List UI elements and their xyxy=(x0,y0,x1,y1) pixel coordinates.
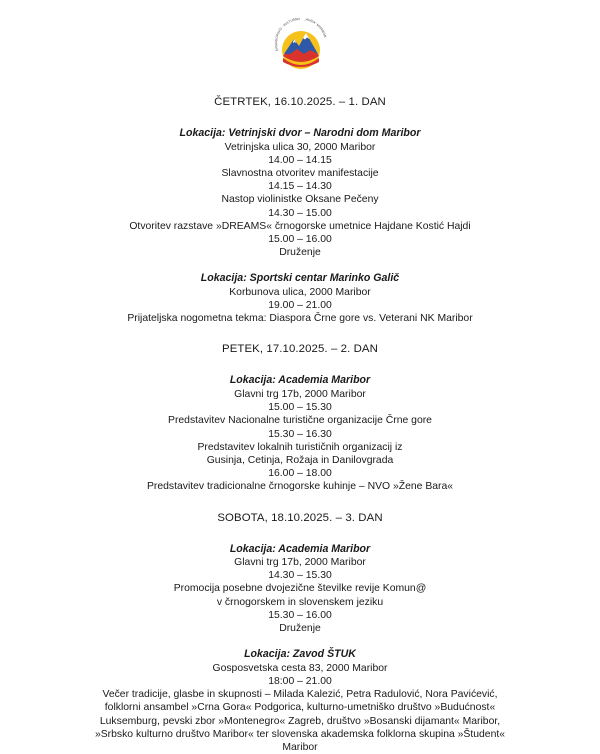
program-time: 16.00 – 18.00 xyxy=(268,468,332,480)
program-line: Nastop violinistke Oksane Pečeny xyxy=(221,194,379,206)
program-line: Glavni trg 17b, 2000 Maribor xyxy=(234,388,366,400)
program-line: Predstavitev tradicionalne črnogorske kuhinje – NVO »Žene Bara« xyxy=(146,481,454,493)
society-logo xyxy=(270,8,332,80)
program-time: 15.00 – 16.00 xyxy=(268,233,332,245)
program-time: 19.00 – 21.00 xyxy=(268,300,332,312)
program-line: Glavni trg 17b, 2000 Maribor xyxy=(234,557,366,569)
program-line: Predstavitev Nacionalne turistične organizacije Črne gore xyxy=(168,415,432,427)
program-time: 14.00 – 14.15 xyxy=(268,154,332,166)
mountain-sun-logo-icon xyxy=(270,8,332,80)
location-title: Lokacija: Vetrinjski dvor – Narodni dom Maribor xyxy=(179,127,421,139)
program-time: 15.30 – 16.30 xyxy=(268,428,332,440)
program-time: 18:00 – 21.00 xyxy=(268,675,332,687)
program-line: Prijateljska nogometna tekma: Diaspora Črne gore vs. Veterani NK Maribor xyxy=(127,313,473,325)
program-content xyxy=(0,95,600,754)
location-title: Lokacija: Academia Maribor xyxy=(229,374,371,387)
location-title: Lokacija: Sportski centar Marinko Galič xyxy=(200,272,400,285)
program-line: Druženje xyxy=(279,247,321,259)
day-heading: ČETRTEK, 16.10.2025. – 1. DAN xyxy=(214,96,386,108)
logo-arc-text-left: ČRNOGORSKO · KULTURNO xyxy=(274,16,301,52)
program-line: Gusinja, Cetinja, Rožaja in Danilovgrada xyxy=(206,454,394,466)
program-line: Gosposvetska cesta 83, 2000 Maribor xyxy=(212,662,388,674)
program-line: v črnogorskem in slovenskem jeziku xyxy=(216,596,384,608)
program-line: Večer tradicije, glasbe in skupnosti – Milada Kalezić, Petra Radulović, Nora Pavićević, xyxy=(102,689,498,701)
program-time: 14.30 – 15.00 xyxy=(268,207,332,219)
day-heading: SOBOTA, 18.10.2025. – 3. DAN xyxy=(217,511,383,524)
program-line: Predstavitev lokalnih turističnih organizacij iz xyxy=(197,441,403,453)
program-time: 14.15 – 14.30 xyxy=(268,181,332,193)
program-line: Luksemburg, pevski zbor »Montenegro« Zagreb, društvo »Bosanski dijamant« Maribor, xyxy=(99,715,501,727)
program-line: Otvoritev razstave »DREAMS« črnogorske umetnice Hajdane Kostić Hajdi xyxy=(129,220,471,232)
program-line: Korbunova ulica, 2000 Maribor xyxy=(229,286,371,298)
program-line: Vetrinjska ulica 30, 2000 Maribor xyxy=(224,141,376,153)
logo-arc-text-right: „ADRIA“ MARIBOR xyxy=(304,17,328,38)
day-heading: PETEK, 17.10.2025. – 2. DAN xyxy=(222,343,378,356)
location-title: Lokacija: Zavod ŠTUK xyxy=(244,648,356,661)
program-line: Slavnostna otvoritev manifestacije xyxy=(221,167,379,179)
location-title: Lokacija: Academia Maribor xyxy=(229,542,371,555)
program-line: »Srbsko kulturno društvo Maribor« ter slovenska akademska folklorna skupina »Študent« xyxy=(94,728,506,740)
program-time: 15.00 – 15.30 xyxy=(268,402,332,414)
program-time: 15.30 – 16.00 xyxy=(268,609,332,621)
program-line: folklorni ansambel »Crna Gora« Podgorica, kulturno-umetniško društvo »Budućnost« xyxy=(104,702,496,714)
program-line: Maribor xyxy=(282,742,318,753)
program-line: Promocija posebne dvojezične številke revije Komun@ xyxy=(173,583,427,595)
program-time: 14.30 – 15.30 xyxy=(268,570,332,582)
program-line: Druženje xyxy=(279,623,321,635)
